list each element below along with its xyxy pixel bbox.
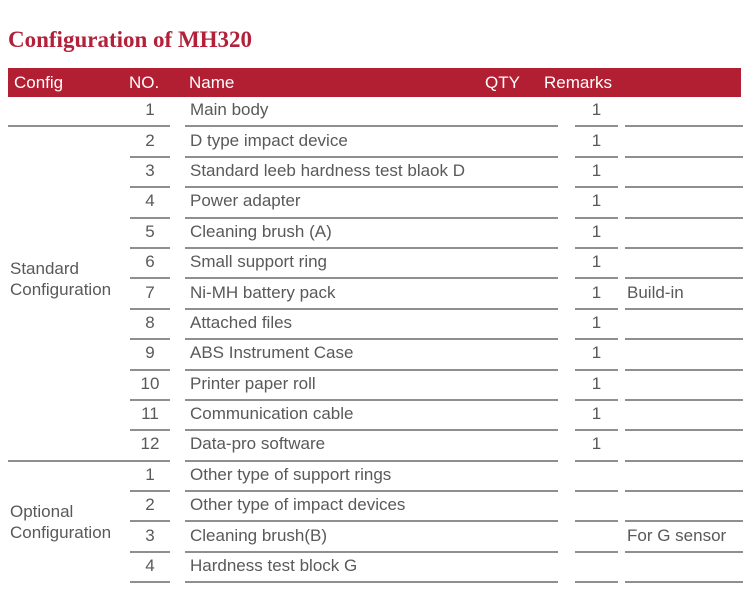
row-number-cell: 1 [130, 97, 170, 127]
qty-cell: 1 [575, 127, 618, 157]
row-number-cell: 4 [130, 553, 170, 583]
table-row [0, 340, 750, 370]
row-number-cell: 3 [130, 522, 170, 552]
config-cell [8, 371, 130, 401]
header-config: Config [14, 72, 64, 92]
config-cell [8, 219, 130, 249]
row-number-cell: 2 [130, 127, 170, 157]
row-number-cell: 1 [130, 462, 170, 492]
table-row [0, 188, 750, 218]
item-name-cell: Power adapter [185, 188, 558, 218]
remarks-cell: For G sensor [625, 522, 743, 552]
row-number-cell: 7 [130, 279, 170, 309]
remarks-cell [625, 462, 743, 492]
row-number-cell: 4 [130, 188, 170, 218]
item-name-cell: Attached files [185, 310, 558, 340]
config-cell [8, 340, 130, 370]
row-number-cell: 5 [130, 219, 170, 249]
item-name-cell: Communication cable [185, 401, 558, 431]
qty-cell: 1 [575, 219, 618, 249]
item-name-cell: Ni-MH battery pack [185, 279, 558, 309]
header-qty: QTY [485, 72, 520, 92]
item-name-cell: D type impact device [185, 127, 558, 157]
remarks-cell [625, 401, 743, 431]
table-row [0, 127, 750, 157]
qty-cell: 1 [575, 340, 618, 370]
table-row [0, 219, 750, 249]
group-label-standard-configuration: Standard Configuration [10, 259, 112, 299]
remarks-cell [625, 431, 743, 461]
item-name-cell: Data-pro software [185, 431, 558, 461]
item-name-cell: Standard leeb hardness test blaok D [185, 158, 558, 188]
row-number-cell: 12 [130, 431, 170, 461]
row-number-cell: 8 [130, 310, 170, 340]
qty-cell [575, 522, 618, 552]
remarks-cell [625, 219, 743, 249]
table-row [0, 462, 750, 492]
table-row [0, 431, 750, 461]
remarks-cell [625, 158, 743, 188]
item-name-cell: Small support ring [185, 249, 558, 279]
item-name-cell: Printer paper roll [185, 371, 558, 401]
qty-cell: 1 [575, 431, 618, 461]
config-cell [8, 553, 130, 583]
qty-cell: 1 [575, 188, 618, 218]
config-cell [8, 310, 130, 340]
row-number-cell: 10 [130, 371, 170, 401]
qty-cell [575, 553, 618, 583]
config-cell [8, 401, 130, 431]
qty-cell: 1 [575, 158, 618, 188]
config-cell [8, 127, 130, 157]
item-name-cell: Cleaning brush (A) [185, 219, 558, 249]
header-remarks: Remarks [544, 72, 613, 92]
config-cell [8, 158, 130, 188]
table-header-bar [8, 68, 741, 97]
table-row [0, 401, 750, 431]
qty-cell: 1 [575, 371, 618, 401]
page-title: Configuration of MH320 [8, 27, 253, 52]
remarks-cell [625, 127, 743, 157]
remarks-cell [625, 97, 743, 127]
table-row [0, 97, 750, 127]
config-cell [8, 97, 130, 127]
qty-cell [575, 492, 618, 522]
qty-cell: 1 [575, 279, 618, 309]
row-number-cell: 6 [130, 249, 170, 279]
remarks-cell [625, 310, 743, 340]
row-number-cell: 11 [130, 401, 170, 431]
remarks-cell [625, 340, 743, 370]
qty-cell: 1 [575, 401, 618, 431]
item-name-cell: ABS Instrument Case [185, 340, 558, 370]
table-row [0, 553, 750, 583]
table-row [0, 371, 750, 401]
item-name-cell: Other type of impact devices [185, 492, 558, 522]
remarks-cell: Build-in [625, 279, 743, 309]
item-name-cell: Main body [185, 97, 558, 127]
config-cell [8, 462, 130, 492]
item-name-cell: Hardness test block G [185, 553, 558, 583]
remarks-cell [625, 492, 743, 522]
remarks-cell [625, 188, 743, 218]
row-number-cell: 3 [130, 158, 170, 188]
group-label-optional-configuration: Optional Configuration [10, 502, 112, 542]
row-number-cell: 2 [130, 492, 170, 522]
item-name-cell: Cleaning brush(B) [185, 522, 558, 552]
config-cell [8, 431, 130, 461]
table-row [0, 158, 750, 188]
remarks-cell [625, 371, 743, 401]
qty-cell: 1 [575, 249, 618, 279]
remarks-cell [625, 553, 743, 583]
item-name-cell: Other type of support rings [185, 462, 558, 492]
config-cell [8, 188, 130, 218]
qty-cell [575, 462, 618, 492]
row-number-cell: 9 [130, 340, 170, 370]
table-row [0, 310, 750, 340]
remarks-cell [625, 249, 743, 279]
qty-cell: 1 [575, 310, 618, 340]
header-no: NO. [129, 72, 160, 92]
qty-cell: 1 [575, 97, 618, 127]
header-name: Name [189, 72, 235, 92]
